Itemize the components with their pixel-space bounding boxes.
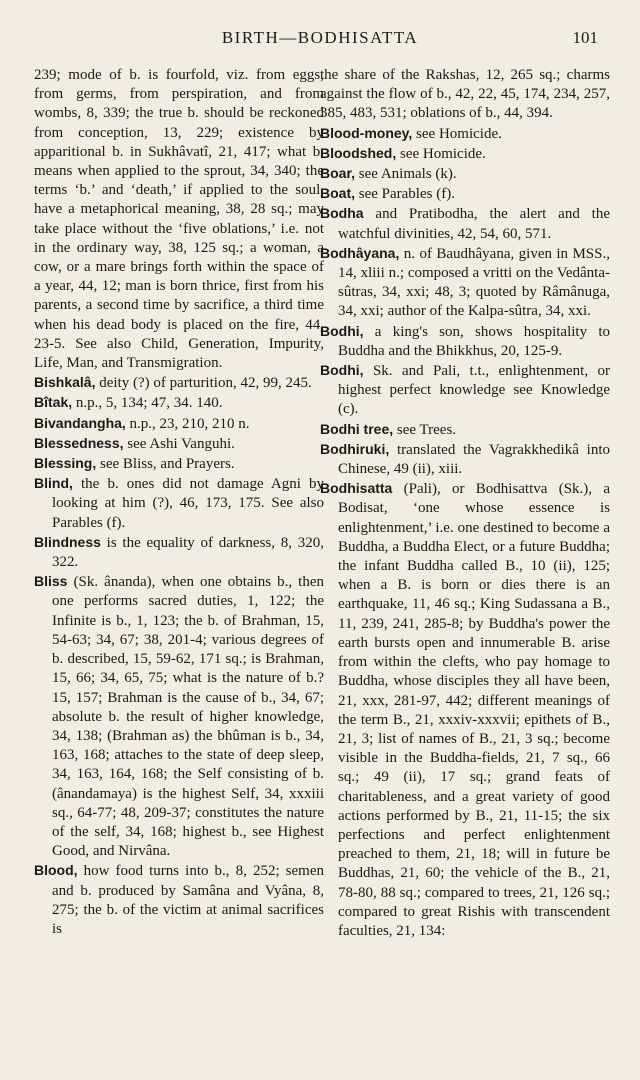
index-entry — [320, 440, 610, 479]
index-entry — [320, 144, 610, 164]
index-entry — [34, 393, 324, 413]
entry-text: deity (?) of parturition, 42, 99, 245. — [95, 375, 312, 392]
right-column — [320, 66, 610, 941]
index-entry — [320, 164, 610, 184]
entry-text: see Trees. — [393, 421, 457, 438]
index-entry — [34, 454, 324, 474]
page-title: BIRTH—BODHISATTA — [221, 28, 419, 47]
entry-headword: Bîtak, — [34, 394, 73, 411]
index-entry — [34, 414, 324, 434]
index-entry — [34, 434, 324, 454]
entry-text: translated the Vagrakkhedikâ into Chinese, 49 (ii), xiii. — [338, 441, 610, 478]
index-entry — [34, 533, 324, 572]
index-entry — [34, 861, 324, 939]
entry-text: see Animals (k). — [355, 166, 457, 183]
left-column — [34, 66, 324, 939]
entry-headword: Bodhisatta — [320, 480, 393, 497]
entry-text: 239; mode of b. is fourfold, viz. from eggs, from germs, from perspiration, and from wombs, 8, 339; the true b. should be reckoned from conception, 13, 229; existence by apparitional b. in Sukhâvatî, 21, 417; what b. means when applied to the sprout, 34, 340; the terms ‘b.’ and ‘death,’ if applied to the soul, have a metaphorical meaning, 38, 28 sq.; may take place without the ‘five oblations,’ i.e. not in the ordinary way, 38, 125 sq.; a woman, a cow, or a mare brings forth within the space of a year, 44, 12; man is born thrice, first from his parents, a second time by sacrifice, a third time when his dead body is placed on the fire, 44, 23-5. See also Child, Generation, Impurity, Life, Man, and Transmigration. — [34, 67, 324, 372]
entry-headword: Bloodshed, — [320, 144, 397, 161]
entry-text: see Ashi Vanguhi. — [123, 435, 235, 452]
index-entry — [320, 361, 610, 420]
index-entry — [320, 479, 610, 941]
entry-headword: Bodhi, — [320, 362, 364, 379]
entry-headword: Blessedness, — [34, 434, 124, 451]
entry-headword: Blind, — [34, 475, 73, 492]
entry-text: n.p., 23, 210, 210 n. — [125, 415, 250, 432]
entry-text: see Bliss, and Prayers. — [96, 456, 235, 473]
entry-headword: Blessing, — [34, 455, 97, 472]
entry-headword: Bodhi tree, — [320, 420, 394, 437]
index-entry — [320, 184, 610, 204]
entry-headword: Bishkalâ, — [34, 374, 96, 391]
entry-headword: Blood-money, — [320, 124, 413, 141]
index-entry — [320, 124, 610, 144]
index-entry — [34, 572, 324, 861]
index-entry — [320, 244, 610, 322]
entry-text: n. of Baudhâyana, given in MSS., 14, xliii n.; composed a vritti on the Vedânta-sûtras, 34, xxi; 48, 3; quoted by Râmânuga, 34, xxi; author of the Kalpa-sûtra, 34, xxi. — [338, 245, 610, 320]
entry-text: is the equality of darkness, 8, 320, 322. — [52, 534, 324, 571]
entry-headword: Bodhi, — [320, 322, 364, 339]
index-entry — [320, 66, 610, 124]
entry-headword: Bodhiruki, — [320, 440, 390, 457]
entry-text: (Sk. ânanda), when one obtains b., then one performs sacred duties, 1, 122; the Infinite is b., 1, 123; the b. of Brahman, 15, 54-63; 34, 67; 38, 201-4; various degrees of b. described, 15, 59-62, 171 sq.; is Brahman, 15, 66; 34, 65, 75; what is the nature of b.? 15, 157; Brahman is the cause of b., 34, 67; absolute b. the result of higher knowledge, 34, 138; (Brahman as) the bhûman is b., 34, 163, 168; attaches to the state of deep sleep, 34, 163, 164, 168; the Self consisting of b. (ânandamaya) is the highest Self, 34, xxxiii sq., 64-77; 48, 209-37; constitutes the nature of the self, 34, 168; highest b., see Highest Good, and Nirvâna. — [52, 574, 324, 860]
entry-text: the b. ones did not damage Agni by looking at him (?), 46, 173, 175. See also Parables (f). — [52, 476, 324, 531]
running-header — [0, 28, 640, 52]
entry-headword: Bodha — [320, 205, 364, 222]
index-entry — [34, 66, 324, 373]
entry-headword: Blindness — [34, 533, 101, 550]
entry-headword: Bodhâyana, — [320, 244, 400, 261]
entry-text: see Homicide. — [396, 145, 486, 162]
index-entry — [320, 322, 610, 361]
entry-headword: Blood, — [34, 862, 78, 879]
entry-headword: Boat, — [320, 185, 355, 202]
entry-text: (Pali), or Bodhisattva (Sk.), a Bodisat, ‘one whose essence is enlightenment,’ i.e. one destined to become a Buddha, a Buddha Elect, or a future Buddha; the infant Buddha called B., 10 (ii), 125; when a B. is born or dies there is an earthquake, 11, 46 sq.; King Sudassana a B., 11, 239, 241, 285-8; by Buddha's power the earth bursts open and innumerable B. arise from within the clefts, who pay homage to Buddha, whose disciples they all have been, 21, xxx, 281-97, 442; different meanings of the term B., 21, xxxiv-xxxvii; epithets of B., 21, 3; list of names of B., 21, 3 sq.; become visible in the Buddha-fields, 21, 7 sq., 66 sq.; 49 (ii), 17 sq.; grand feats of charitableness, and a great variety of good actions performed by B., 21, 11-15; the six perfections and perfect enlightenment preached to them, 21, 18; will in future be Buddhas, 21, 60; the vehicle of the B., 21, 78-80, 88 sq.; compared to trees, 21, 126 sq.; compared to great Rishis with transcendent faculties, 21, 134: — [338, 481, 610, 939]
entry-text: the share of the Rakshas, 12, 265 sq.; charms against the flow of b., 42, 22, 45, 174, 234, 257, 385, 483, 531; oblations of b., 44, 394. — [320, 67, 610, 122]
entry-text: n.p., 5, 134; 47, 34. 140. — [72, 395, 223, 412]
entry-text: and Pratibodha, the alert and the watchful divinities, 42, 54, 60, 571. — [338, 206, 610, 242]
entry-text: see Homicide. — [412, 125, 502, 142]
page-number: 101 — [572, 28, 598, 47]
entry-text: Sk. and Pali, t.t., enlightenment, or highest perfect knowledge see Knowledge (c). — [338, 363, 610, 418]
entry-text: a king's son, shows hospitality to Buddha and the Bhikkhus, 20, 125-9. — [338, 323, 610, 359]
entry-headword: Bivandangha, — [34, 414, 126, 431]
entry-text: see Parables (f). — [355, 186, 455, 203]
index-entry — [34, 474, 324, 533]
index-entry — [34, 373, 324, 393]
entry-text: how food turns into b., 8, 252; semen and b. produced by Samâna and Vyâna, 8, 275; the b. of the victim at animal sacrifices is — [52, 863, 324, 937]
index-entry — [320, 420, 610, 440]
entry-headword: Boar, — [320, 165, 356, 182]
index-entry — [320, 204, 610, 243]
entry-headword: Bliss — [34, 573, 68, 590]
